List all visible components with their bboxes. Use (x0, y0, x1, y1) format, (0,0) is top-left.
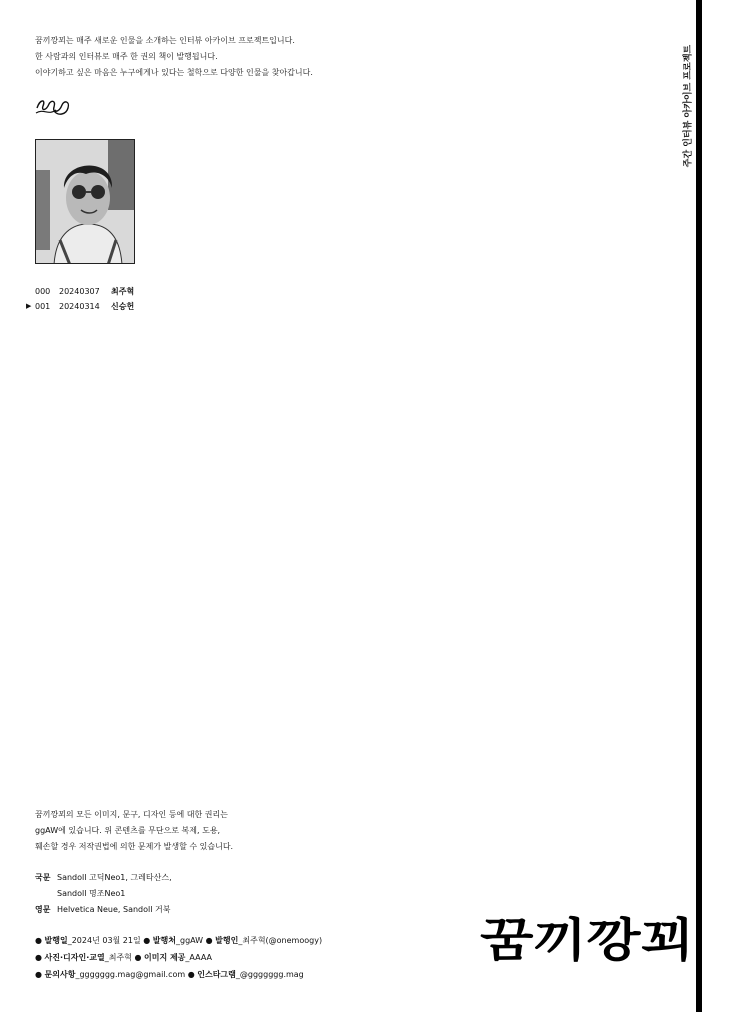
eng-font-value: Helvetica Neue, Sandoll 거북 (57, 905, 171, 914)
portrait-photo (35, 139, 135, 264)
kor-font-value-2: Sandoll 명조Neo1 (57, 889, 126, 898)
issue-date: 20240307 (59, 287, 100, 296)
right-edge-rule (696, 0, 702, 1012)
issue-date: 20240314 (59, 302, 100, 311)
rights-line: 훼손할 경우 저작권법에 의한 문제가 발생할 수 있습니다. (35, 842, 234, 851)
bullet-icon: ● (35, 970, 42, 979)
rights-notice (35, 807, 233, 855)
credits-line-1 (35, 932, 322, 949)
issue-name: 최주혁 (111, 287, 135, 296)
image-credit-value: _AAAA (185, 953, 212, 962)
rights-line: ggAW에 있습니다. 위 콘텐츠를 무단으로 복제, 도용, (35, 826, 221, 835)
pub-date-value: _2024년 03월 21일 (67, 936, 141, 945)
ggaw-script-logo-icon (34, 96, 74, 118)
image-credit-label: 이미지 제공 (143, 953, 186, 962)
kor-font-label: 국문 (35, 873, 51, 882)
eng-font-label: 영문 (35, 905, 51, 914)
current-issue-arrow-icon: ▶ (26, 302, 32, 310)
publisher-value: _ggAW (175, 936, 204, 945)
instagram-label: 인스타그램 (197, 970, 236, 979)
issue-item-001[interactable] (26, 299, 134, 314)
photo-design-value: _최주혁 (104, 953, 132, 962)
issue-number: 001 (35, 302, 51, 311)
issue-name: 신승헌 (111, 302, 135, 311)
intro-line: 꿈끼깡꾀는 매주 새로운 인물을 소개하는 인터뷰 아카이브 프로젝트입니다. (35, 36, 295, 45)
issuer-label: 발행인 (215, 936, 239, 945)
wordmark-text: 꿈끼깡꾀 (480, 913, 694, 964)
credits-line-2 (35, 949, 322, 966)
ggaw-wordmark-logo (480, 912, 696, 964)
contact-value[interactable]: _ggggggg.mag@gmail.com (75, 970, 186, 979)
vertical-project-title (680, 36, 694, 176)
issue-item-000[interactable] (26, 284, 134, 299)
photo-design-label: 사진·디자인·교열 (44, 953, 105, 962)
font-info (35, 870, 172, 918)
intro-text (35, 33, 313, 81)
portrait-photo-icon (36, 140, 135, 264)
rights-line: 꿈끼깡꾀의 모든 이미지, 문구, 디자인 등에 대한 권리는 (35, 810, 228, 819)
instagram-value[interactable]: _@ggggggg.mag (235, 970, 304, 979)
kor-font-value: Sandoll 고딕Neo1, 그레타산스, (57, 873, 172, 882)
issue-list (26, 284, 134, 314)
contact-label: 문의사항 (44, 970, 76, 979)
bullet-icon: ● (134, 953, 142, 962)
vertical-title-text: 주간 인터뷰 아카이브 프로젝트 (683, 44, 694, 168)
issue-number: 000 (35, 287, 51, 296)
intro-line: 한 사람과의 인터뷰로 매주 한 권의 책이 발행됩니다. (35, 52, 218, 61)
bullet-icon: ● (143, 936, 151, 945)
bullet-icon: ● (205, 936, 213, 945)
bullet-icon: ● (35, 936, 42, 945)
publisher-label: 발행처 (152, 936, 176, 945)
pub-date-label: 발행일 (44, 936, 68, 945)
publication-credits (35, 932, 322, 983)
intro-line: 이야기하고 싶은 마음은 누구에게나 있다는 철학으로 다양한 인물을 찾아갑니다. (35, 68, 313, 77)
credits-line-3 (35, 966, 322, 983)
issuer-value: _최주혁(@onemoogy) (238, 936, 323, 945)
bullet-icon: ● (35, 953, 42, 962)
bullet-icon: ● (187, 970, 195, 979)
